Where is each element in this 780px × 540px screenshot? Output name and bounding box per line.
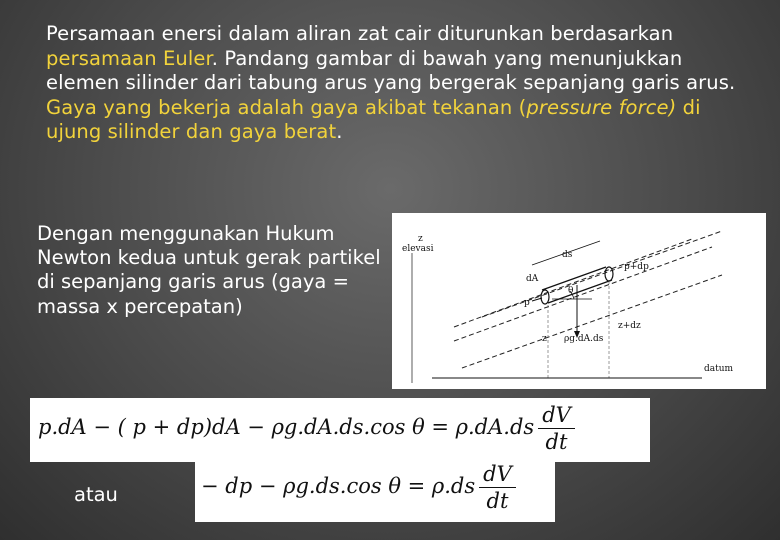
equation-2-box xyxy=(195,456,555,522)
equation-1-fraction xyxy=(538,402,575,455)
label-theta: θ xyxy=(568,286,574,296)
intro-highlight-forces: Gaya yang bekerja adalah gaya akibat tekanan ( xyxy=(46,95,527,119)
equation-1-denominator: dt xyxy=(545,430,568,454)
equation-1 xyxy=(38,402,575,455)
label-p-dp: p+dp xyxy=(624,262,649,272)
intro-highlight-euler: persamaan Euler xyxy=(46,46,212,70)
label-z: z xyxy=(542,334,547,344)
label-ds: ds xyxy=(562,250,573,260)
label-z-axis: z xyxy=(418,234,423,244)
label-datum: datum xyxy=(704,364,734,374)
equation-1-numerator: dV xyxy=(538,402,575,429)
equation-2 xyxy=(201,461,516,514)
equation-2-denominator: dt xyxy=(486,489,509,513)
label-p: p xyxy=(524,298,530,308)
cylinder-end-right xyxy=(605,267,613,281)
intro-highlight-weight: di ujung silinder dan gaya berat xyxy=(46,95,701,144)
label-weight: ρg.dA.ds xyxy=(564,334,604,344)
stream-tube-figure xyxy=(392,213,766,389)
streamline-lower xyxy=(462,275,722,368)
label-dA: dA xyxy=(526,274,539,284)
label-z-dz: z+dz xyxy=(618,321,641,331)
streamline-extra xyxy=(482,231,722,317)
atau-label: atau xyxy=(74,483,118,506)
equation-2-lhs: − dp − ρg.ds.cos θ = ρ.ds xyxy=(201,474,476,498)
equation-2-fraction xyxy=(479,461,516,514)
cylinder-top xyxy=(542,267,606,290)
pressure-arrow-left xyxy=(532,298,542,301)
intro-highlight-pressure: pressure force) xyxy=(526,95,677,119)
stream-tube-diagram xyxy=(392,213,766,389)
intro-text-1: Persamaan enersi dalam aliran zat cair diturunkan berdasarkan xyxy=(46,22,674,45)
intro-text-3: . xyxy=(336,120,343,144)
equation-1-lhs: p.dA − ( p + dp)dA − ρg.dA.ds.cos θ = ρ.dA.ds xyxy=(38,415,535,439)
intro-text-2: . Pandang gambar di bawah yang menunjukkan elemen silinder dari tabung arus yang bergerak sepanjang garis arus. xyxy=(46,46,736,95)
equation-2-numerator: dV xyxy=(479,461,516,488)
cylinder-end-left xyxy=(541,290,549,304)
equation-1-box xyxy=(30,398,650,462)
label-elevasi: elevasi xyxy=(402,244,434,254)
intro-paragraph xyxy=(46,22,746,145)
newton-paragraph: Dengan menggunakan Hukum Newton kedua untuk gerak partikel di sepanjang garis arus (gaya = massa x percepatan) xyxy=(37,222,381,318)
cylinder-bottom xyxy=(548,280,612,303)
streamline-upper xyxy=(454,247,712,341)
